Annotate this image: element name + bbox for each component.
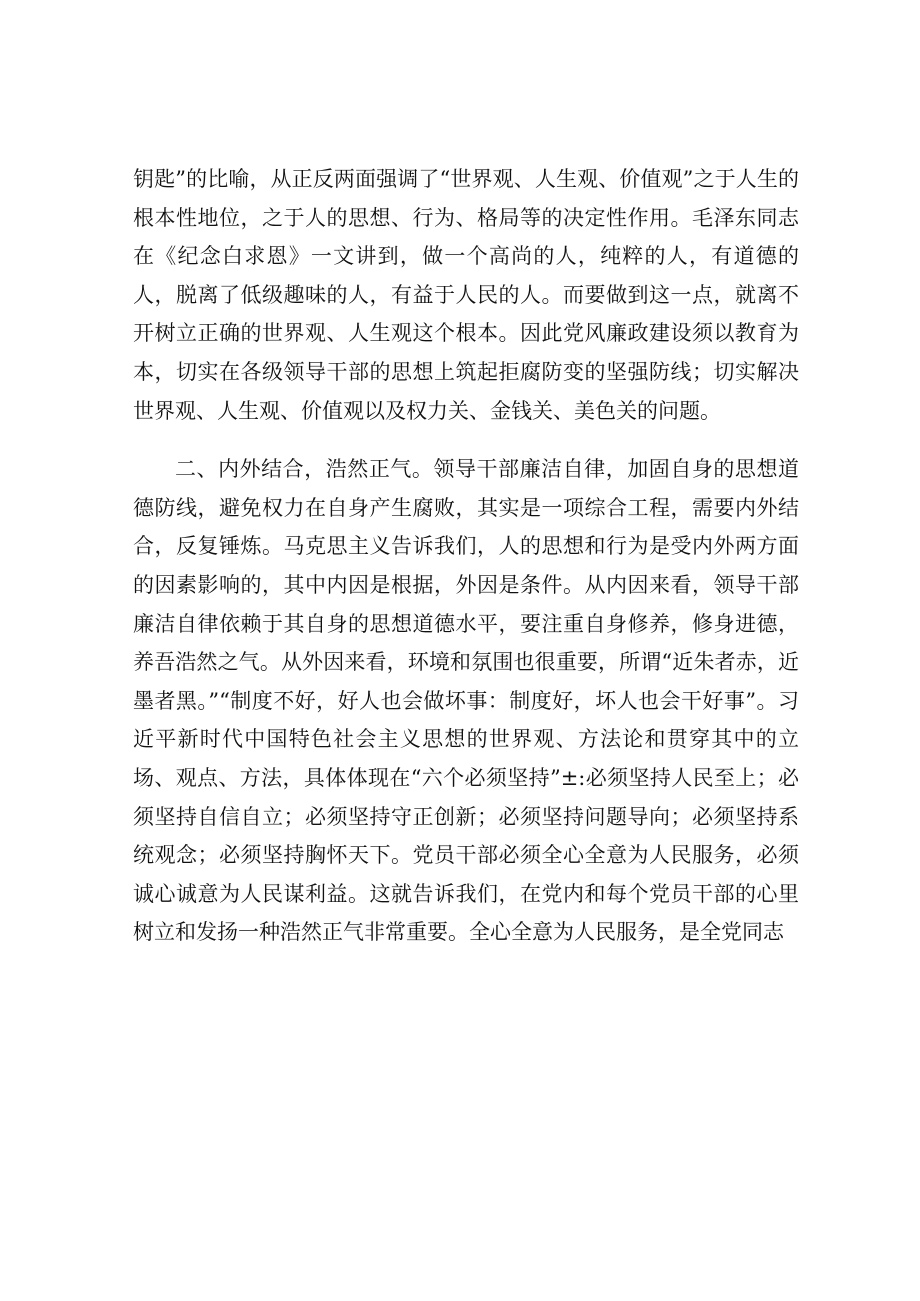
document-body [133, 160, 799, 952]
paragraph-continuation: 钥匙”的比喻，从正反两面强调了“世界观、人生观、价值观”之于人生的根本性地位，之于人的思想、行为、格局等的决定性作用。毛泽东同志在《纪念白求恩》一文讲到，做一个高尚的人，纯粹的人，有道德的人，脱离了低级趣味的人，有益于人民的人。而要做到这一点，就离不开树立正确的世界观、人生观这个根本。因此党风廉政建设须以教育为本，切实在各级领导干部的思想上筑起拒腐防变的坚强防线；切实解决世界观、人生观、价值观以及权力关、金钱关、美色关的问题。 [133, 167, 799, 423]
paragraph-section-two: 二、内外结合，浩然正气。领导干部廉洁自律，加固自身的思想道德防线，避免权力在自身产生腐败，其实是一项综合工程，需要内外结合，反复锤炼。马克思主义告诉我们，人的思想和行为是受内外两方面的因素影响的，其中内因是根据，外因是条件。从内因来看，领导干部廉洁自律依赖于其自身的思想道德水平，要注重自身修养，修身进德，养吾浩然之气。从外因来看，环境和氛围也很重要，所谓“近朱者赤，近墨者黑。”“制度不好，好人也会做坏事：制度好，坏人也会干好事”。习近平新时代中国特色社会主义思想的世界观、方法论和贯穿其中的立场、观点、方法，具体体现在“六个必须坚持”±:必须坚持人民至上；必须坚持自信自立；必须坚持守正创新；必须坚持问题导向；必须坚持系统观念；必须坚持胸怀天下。党员干部必须全心全意为人民服务，必须诚心诚意为人民谋利益。这就告诉我们，在党内和每个党员干部的心里树立和发扬一种浩然正气非常重要。全心全意为人民服务，是全党同志 [133, 457, 799, 945]
